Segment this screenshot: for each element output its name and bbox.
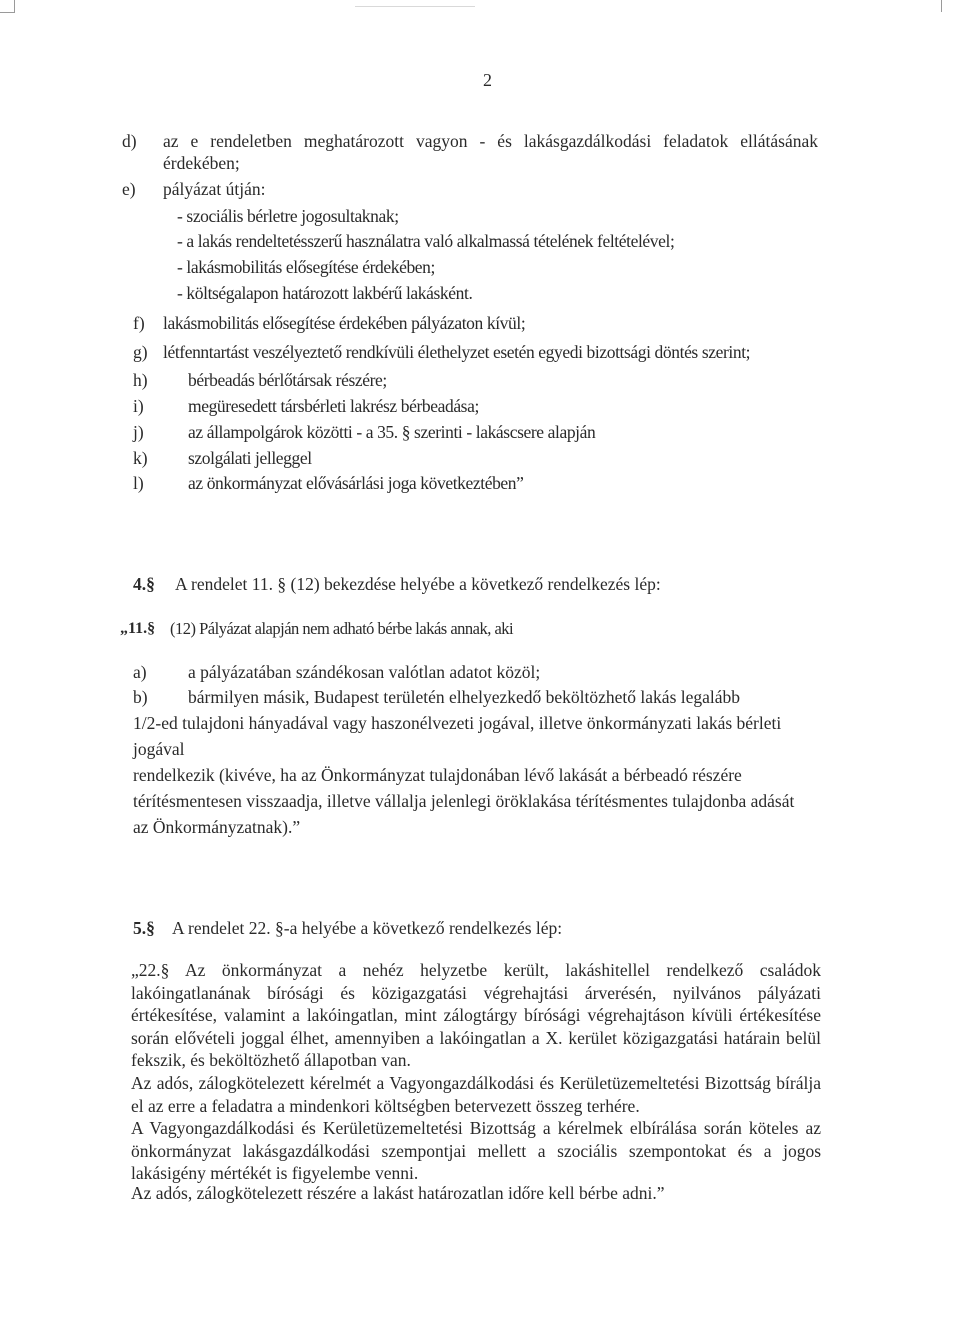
paragraph: A Vagyongazdálkodási és Kerületüzemeltetési Bizottság a kérelmek elbírálása során köteles az önkormányzat lakásgazdálkodási szempontjai mellett a szociális szempontokat és a jogos lakásigény mértékét is figyelembe venni. bbox=[131, 1118, 821, 1183]
paragraph: Az adós, zálogkötelezett kérelmét a Vagyongazdálkodási és Kerületüzemeltetési Bizottság bírálja el az erre a feladatra a mindenkori költségben betervezett összeg terhére. bbox=[131, 1073, 821, 1116]
list-marker: i) bbox=[133, 396, 144, 416]
list-item-h-text: bérbeadás bérlőtársak részére; bbox=[188, 370, 387, 390]
quoted-section-number: „11.§ bbox=[120, 620, 156, 637]
sub-item: - költségalapon határozott lakbérű lakásként. bbox=[177, 283, 473, 303]
page-number: 2 bbox=[483, 70, 492, 90]
list-marker: h) bbox=[133, 370, 148, 390]
section-number: 5.§ bbox=[133, 918, 155, 938]
list-item-j-text: az állampolgárok közötti - a 35. § szerinti - lakáscsere alapján bbox=[188, 422, 596, 442]
list-marker: d) bbox=[122, 131, 137, 151]
condition-a-text: a pályázatában szándékosan valótlan adatot közöl; bbox=[188, 662, 541, 682]
list-item-i-text: megüresedett társbérleti lakrész bérbeadása; bbox=[188, 396, 479, 416]
sub-item: - a lakás rendeltetésszerű használatra való alkalmassá tételének feltételével; bbox=[177, 231, 675, 251]
paragraph: „22.§ Az önkormányzat a nehéz helyzetbe került, lakáshitellel rendelkező családok lakóingatlanának bírósági és közigazgatási végrehajtási árverésén, nyilvános pályázati értékesítése, valamint a lakóingatlan, mint zálogtárgy bírósági végrehajtáson kívüli értékesítése során elővételi joggal élhet, amennyiben a lakóingatlan a X. kerület közigazgatási határain belül fekszik, és beköltözhető állapotban van. bbox=[131, 960, 821, 1070]
condition-b-cont: térítésmentesen visszaadja, illetve vállalja jelenlegi öröklakása térítésmentes tulajdonba adását bbox=[133, 791, 795, 811]
section-heading: A rendelet 22. §-a helyébe a következő rendelkezés lép: bbox=[172, 918, 563, 938]
scan-edge-mark bbox=[355, 6, 475, 7]
list-marker: e) bbox=[122, 179, 136, 199]
section-number: 4.§ bbox=[133, 574, 155, 594]
scan-edge-mark bbox=[0, 0, 15, 13]
list-item-k-text: szolgálati jelleggel bbox=[188, 448, 312, 468]
list-marker: j) bbox=[133, 422, 144, 442]
list-marker: k) bbox=[133, 448, 148, 468]
condition-b-text: bármilyen másik, Budapest területén elhelyezkedő beköltözhető lakás legalább bbox=[188, 687, 741, 707]
condition-b-cont: rendelkezik (kivéve, ha az Önkormányzat tulajdonában lévő lakását a bérbeadó részére bbox=[133, 765, 742, 785]
condition-b-cont: az Önkormányzatnak).” bbox=[133, 817, 301, 837]
quoted-section-text: (12) Pályázat alapján nem adható bérbe lakás annak, aki bbox=[170, 619, 514, 638]
list-item-d-text-cont: érdekében; bbox=[163, 153, 240, 173]
list-marker: f) bbox=[133, 313, 145, 333]
scan-edge-mark bbox=[941, 0, 942, 12]
list-item-g-text: létfenntartást veszélyeztető rendkívüli élethelyzet esetén egyedi bizottsági döntés szerint; bbox=[163, 342, 751, 362]
section-heading: A rendelet 11. § (12) bekezdése helyébe a következő rendelkezés lép: bbox=[175, 574, 661, 594]
list-item-f-text: lakásmobilitás elősegítése érdekében pályázaton kívül; bbox=[163, 313, 526, 333]
list-item-d-text: az e rendeletben meghatározott vagyon - és lakásgazdálkodási feladatok ellátásának bbox=[163, 131, 818, 151]
condition-b-cont: jogával bbox=[133, 739, 185, 759]
list-item-e-text: pályázat útján: bbox=[163, 179, 266, 199]
condition-b-cont: 1/2-ed tulajdoni hányadával vagy haszonélvezeti jogával, illetve önkormányzati lakás bérleti bbox=[133, 713, 782, 733]
sub-item: - szociális bérletre jogosultaknak; bbox=[177, 206, 399, 226]
list-marker: a) bbox=[133, 662, 147, 682]
list-item-l-text: az önkormányzat elővásárlási joga következtében” bbox=[188, 473, 524, 493]
paragraph: Az adós, zálogkötelezett részére a lakást határozatlan időre kell bérbe adni.” bbox=[131, 1183, 665, 1203]
list-marker: b) bbox=[133, 687, 148, 707]
list-marker: g) bbox=[133, 342, 148, 362]
sub-item: - lakásmobilitás elősegítése érdekében; bbox=[177, 257, 435, 277]
list-marker: l) bbox=[133, 473, 144, 493]
